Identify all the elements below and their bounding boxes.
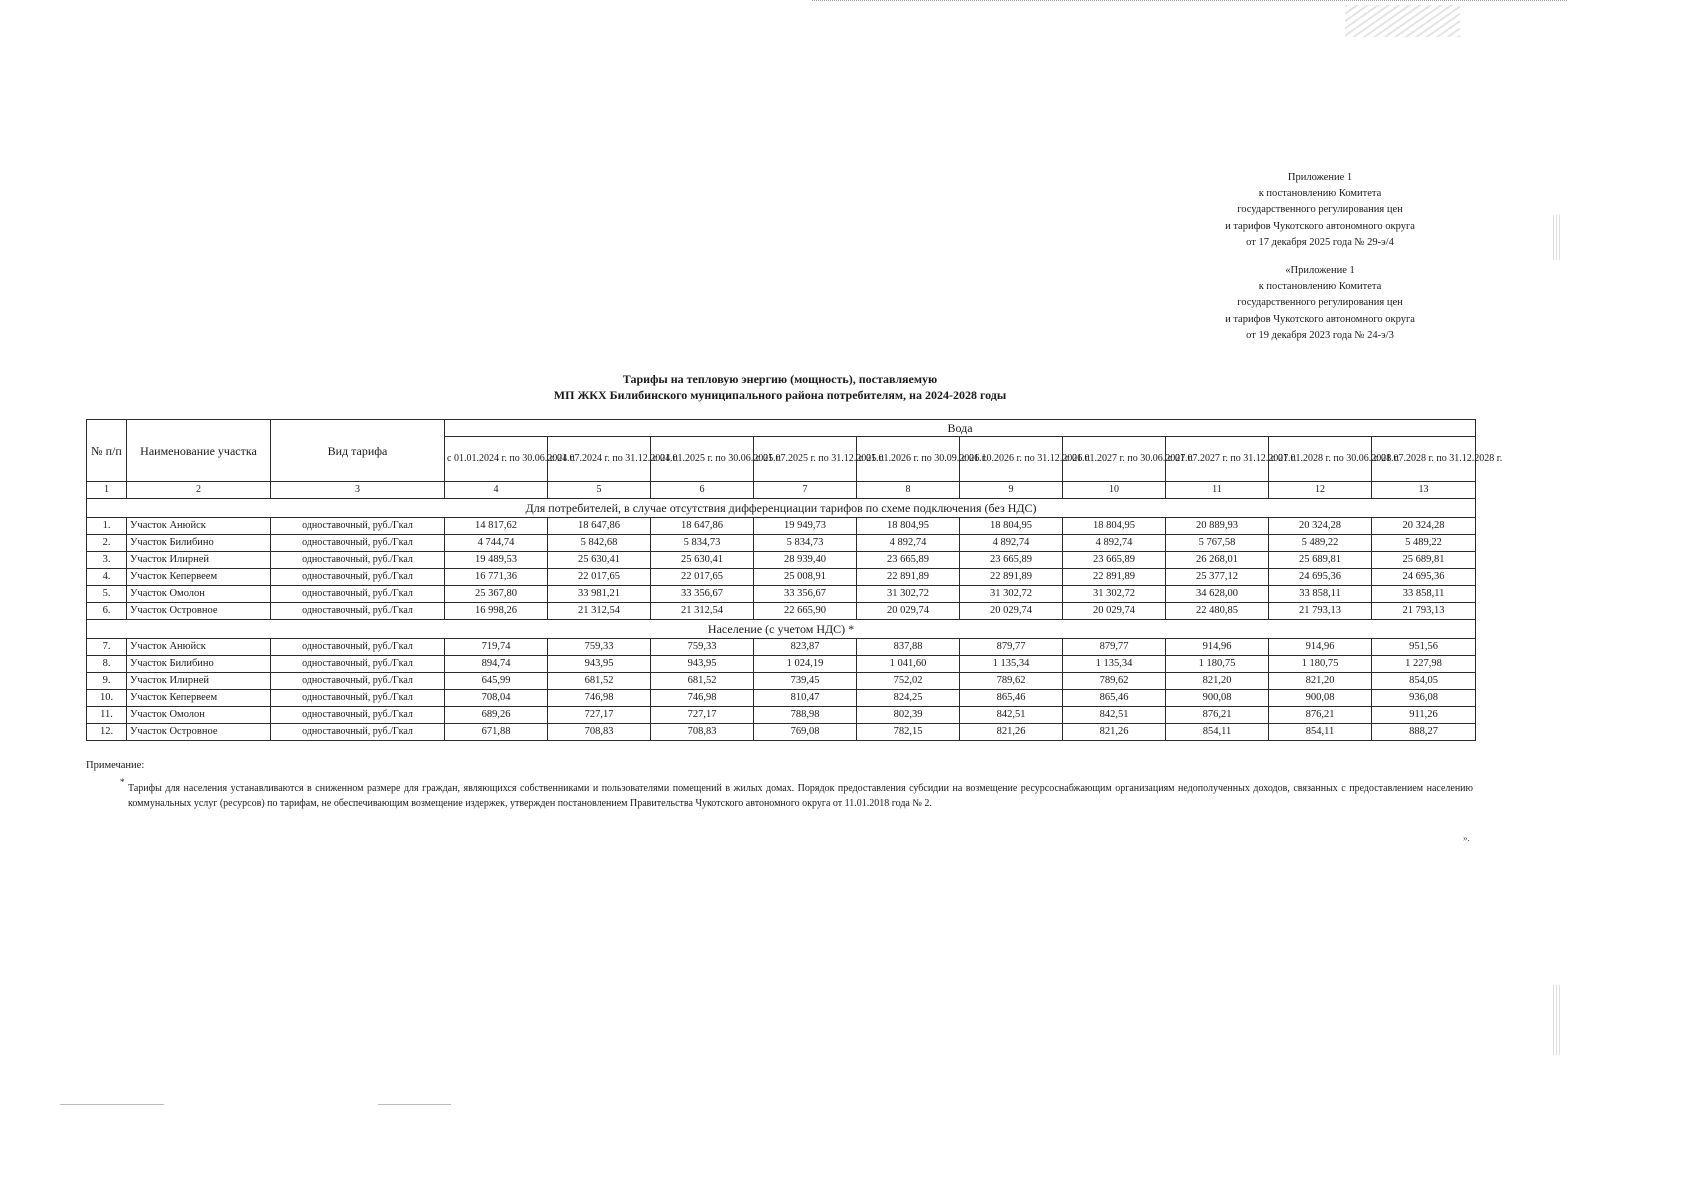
tariff-value: 21 312,54 bbox=[548, 603, 651, 620]
tariff-value: 810,47 bbox=[754, 690, 857, 707]
site-name: Участок Илирней bbox=[127, 673, 271, 690]
tariff-value: 719,74 bbox=[445, 639, 548, 656]
tariff-value: 943,95 bbox=[548, 656, 651, 673]
tariff-value: 746,98 bbox=[651, 690, 754, 707]
tariff-value: 789,62 bbox=[1063, 673, 1166, 690]
tariff-value: 5 842,68 bbox=[548, 535, 651, 552]
tariff-value: 33 981,21 bbox=[548, 586, 651, 603]
tariff-value: 645,99 bbox=[445, 673, 548, 690]
tariff-value: 914,96 bbox=[1166, 639, 1269, 656]
table-body bbox=[87, 499, 1476, 741]
header-period: с 01.01.2028 г. по 30.06.2028 г. bbox=[1269, 437, 1372, 482]
table-row bbox=[87, 535, 1476, 552]
tariff-value: 842,51 bbox=[960, 707, 1063, 724]
header-period: с 01.07.2024 г. по 31.12.2024 г. bbox=[548, 437, 651, 482]
appendix-line: Приложение 1 bbox=[1287, 172, 1353, 183]
title-line-2: МП ЖКХ Билибинского муниципального района потребителям, на 2024-2028 годы bbox=[553, 388, 1007, 402]
row-number: 10. bbox=[87, 690, 127, 707]
tariff-value: 943,95 bbox=[651, 656, 754, 673]
tariff-value: 1 180,75 bbox=[1166, 656, 1269, 673]
table-row bbox=[87, 518, 1476, 535]
tariff-value: 25 630,41 bbox=[548, 552, 651, 569]
section-header-row bbox=[87, 620, 1476, 639]
note-asterisk: * bbox=[120, 777, 125, 787]
header-site-name: Наименование участка bbox=[127, 420, 271, 482]
tariff-value: 876,21 bbox=[1166, 707, 1269, 724]
tariff-value: 727,17 bbox=[548, 707, 651, 724]
tariff-value: 14 817,62 bbox=[445, 518, 548, 535]
tariff-value: 25 008,91 bbox=[754, 569, 857, 586]
tariff-value: 22 891,89 bbox=[960, 569, 1063, 586]
appendix-previous bbox=[1150, 263, 1490, 344]
tariff-value: 4 892,74 bbox=[1063, 535, 1166, 552]
tariff-value: 33 858,11 bbox=[1269, 586, 1372, 603]
site-name: Участок Омолон bbox=[127, 707, 271, 724]
tariff-value: 20 029,74 bbox=[857, 603, 960, 620]
tariff-value: 1 041,60 bbox=[857, 656, 960, 673]
tariff-value: 5 767,58 bbox=[1166, 535, 1269, 552]
tariff-value: 4 892,74 bbox=[857, 535, 960, 552]
tariff-value: 20 029,74 bbox=[1063, 603, 1166, 620]
site-name: Участок Илирней bbox=[127, 552, 271, 569]
tariff-value: 26 268,01 bbox=[1166, 552, 1269, 569]
site-name: Участок Кепервеем bbox=[127, 569, 271, 586]
tariff-type: одноставочный, руб./Гкал bbox=[271, 569, 445, 586]
table-row bbox=[87, 656, 1476, 673]
table-row bbox=[87, 552, 1476, 569]
tariff-value: 23 665,89 bbox=[1063, 552, 1166, 569]
tariff-type: одноставочный, руб./Гкал bbox=[271, 552, 445, 569]
column-number: 11 bbox=[1166, 482, 1269, 499]
tariff-value: 821,20 bbox=[1269, 673, 1372, 690]
tariff-type: одноставочный, руб./Гкал bbox=[271, 656, 445, 673]
tariff-value: 823,87 bbox=[754, 639, 857, 656]
row-number: 11. bbox=[87, 707, 127, 724]
tariff-value: 900,08 bbox=[1166, 690, 1269, 707]
tariff-value: 18 804,95 bbox=[960, 518, 1063, 535]
header-tariff-type: Вид тарифа bbox=[271, 420, 445, 482]
tariff-value: 22 017,65 bbox=[548, 569, 651, 586]
tariff-value: 739,45 bbox=[754, 673, 857, 690]
tariff-value: 894,74 bbox=[445, 656, 548, 673]
tariff-value: 20 889,93 bbox=[1166, 518, 1269, 535]
column-number: 3 bbox=[271, 482, 445, 499]
tariff-value: 865,46 bbox=[960, 690, 1063, 707]
tariff-value: 16 771,36 bbox=[445, 569, 548, 586]
tariff-value: 33 356,67 bbox=[754, 586, 857, 603]
tariff-value: 821,26 bbox=[960, 724, 1063, 741]
header-period: с 01.01.2025 г. по 30.06.2025 г. bbox=[651, 437, 754, 482]
section-title: Население (с учетом НДС) * bbox=[87, 620, 1476, 639]
table-row bbox=[87, 603, 1476, 620]
table-row bbox=[87, 586, 1476, 603]
scan-noise-right-lower bbox=[1553, 985, 1561, 1055]
tariff-value: 824,25 bbox=[857, 690, 960, 707]
tariff-value: 951,56 bbox=[1372, 639, 1476, 656]
tariff-value: 879,77 bbox=[1063, 639, 1166, 656]
header-period: с 01.01.2024 г. по 30.06.2024 г. bbox=[445, 437, 548, 482]
site-name: Участок Анюйск bbox=[127, 518, 271, 535]
row-number: 5. bbox=[87, 586, 127, 603]
tariff-value: 876,21 bbox=[1269, 707, 1372, 724]
tariff-value: 21 793,13 bbox=[1269, 603, 1372, 620]
tariff-value: 1 135,34 bbox=[1063, 656, 1166, 673]
header-period: с 01.07.2028 г. по 31.12.2028 г. bbox=[1372, 437, 1476, 482]
tariff-value: 33 858,11 bbox=[1372, 586, 1476, 603]
header-period: с 01.07.2025 г. по 31.12.2025 г. bbox=[754, 437, 857, 482]
row-number: 4. bbox=[87, 569, 127, 586]
tariff-value: 31 302,72 bbox=[857, 586, 960, 603]
header-period: с 01.01.2027 г. по 30.06.2027 г. bbox=[1063, 437, 1166, 482]
tariff-value: 25 367,80 bbox=[445, 586, 548, 603]
tariff-value: 18 804,95 bbox=[857, 518, 960, 535]
tariff-type: одноставочный, руб./Гкал bbox=[271, 518, 445, 535]
tariff-value: 18 647,86 bbox=[548, 518, 651, 535]
row-number: 9. bbox=[87, 673, 127, 690]
site-name: Участок Анюйск bbox=[127, 639, 271, 656]
row-number: 12. bbox=[87, 724, 127, 741]
tariff-value: 1 227,98 bbox=[1372, 656, 1476, 673]
tariff-type: одноставочный, руб./Гкал bbox=[271, 586, 445, 603]
tariff-value: 33 356,67 bbox=[651, 586, 754, 603]
tariff-value: 18 804,95 bbox=[1063, 518, 1166, 535]
appendix-line: «Приложение 1 bbox=[1285, 265, 1355, 276]
row-number: 2. bbox=[87, 535, 127, 552]
column-number: 6 bbox=[651, 482, 754, 499]
tariff-value: 20 324,28 bbox=[1269, 518, 1372, 535]
tariff-value: 31 302,72 bbox=[1063, 586, 1166, 603]
tariff-value: 20 029,74 bbox=[960, 603, 1063, 620]
appendix-current bbox=[1150, 170, 1490, 251]
tariff-type: одноставочный, руб./Гкал bbox=[271, 535, 445, 552]
tariff-value: 4 744,74 bbox=[445, 535, 548, 552]
tariff-value: 788,98 bbox=[754, 707, 857, 724]
scan-noise-right-upper bbox=[1553, 215, 1561, 260]
tariff-value: 22 665,90 bbox=[754, 603, 857, 620]
tariff-value: 879,77 bbox=[960, 639, 1063, 656]
tariff-value: 16 998,26 bbox=[445, 603, 548, 620]
row-number: 8. bbox=[87, 656, 127, 673]
header-period: с 01.01.2026 г. по 30.09.2026 г. bbox=[857, 437, 960, 482]
scan-edge-bottom-left bbox=[60, 1104, 164, 1105]
tariff-value: 759,33 bbox=[651, 639, 754, 656]
tariff-value: 708,83 bbox=[548, 724, 651, 741]
tariff-value: 1 180,75 bbox=[1269, 656, 1372, 673]
title-line-1: Тарифы на тепловую энергию (мощность), поставляемую bbox=[622, 372, 938, 386]
tariff-value: 681,52 bbox=[651, 673, 754, 690]
tariff-value: 914,96 bbox=[1269, 639, 1372, 656]
table-row bbox=[87, 707, 1476, 724]
column-number: 5 bbox=[548, 482, 651, 499]
tariff-value: 789,62 bbox=[960, 673, 1063, 690]
tariff-value: 25 689,81 bbox=[1269, 552, 1372, 569]
column-number: 10 bbox=[1063, 482, 1166, 499]
column-number: 7 bbox=[754, 482, 857, 499]
appendix-line: к постановлению Комитета bbox=[1258, 281, 1382, 293]
table-row bbox=[87, 673, 1476, 690]
tariff-value: 900,08 bbox=[1269, 690, 1372, 707]
site-name: Участок Билибино bbox=[127, 535, 271, 552]
tariff-value: 25 377,12 bbox=[1166, 569, 1269, 586]
column-number: 13 bbox=[1372, 482, 1476, 499]
column-number: 2 bbox=[127, 482, 271, 499]
tariff-value: 681,52 bbox=[548, 673, 651, 690]
tariff-value: 854,11 bbox=[1269, 724, 1372, 741]
column-number: 12 bbox=[1269, 482, 1372, 499]
tariff-value: 31 302,72 bbox=[960, 586, 1063, 603]
tariff-value: 865,46 bbox=[1063, 690, 1166, 707]
tariff-table bbox=[86, 419, 1503, 741]
tariff-value: 22 891,89 bbox=[1063, 569, 1166, 586]
tariff-value: 708,83 bbox=[651, 724, 754, 741]
note-text: Тарифы для населения устанавливаются в сниженном размере для граждан, являющихся собственниками и пользователями помещений в жилых домах. Порядок предоставления субсидии на возмещение ресурсоснабжающим организациям недополученных доходов, связанных с предоставлением населению коммунальных услуг (ресурсов) по тарифам, не обеспечивающим возмещение издержек, утвержден постановлением Правительства Чукотского автономного округа от 11.01.2018 года № 2. bbox=[128, 783, 1473, 809]
tariff-value: 25 630,41 bbox=[651, 552, 754, 569]
column-number: 1 bbox=[87, 482, 127, 499]
tariff-value: 28 939,40 bbox=[754, 552, 857, 569]
tariff-value: 5 489,22 bbox=[1269, 535, 1372, 552]
header-number: № п/п bbox=[87, 420, 127, 482]
tariff-value: 1 135,34 bbox=[960, 656, 1063, 673]
scan-noise-corner bbox=[1345, 5, 1460, 37]
tariff-value: 752,02 bbox=[857, 673, 960, 690]
header-period: с 01.10.2026 г. по 31.12.2026 г. bbox=[960, 437, 1063, 482]
tariff-type: одноставочный, руб./Гкал bbox=[271, 603, 445, 620]
tariff-value: 888,27 bbox=[1372, 724, 1476, 741]
tariff-type: одноставочный, руб./Гкал bbox=[271, 724, 445, 741]
tariff-value: 19 949,73 bbox=[754, 518, 857, 535]
appendix-line: государственного регулирования цен bbox=[1237, 297, 1403, 309]
tariff-value: 22 480,85 bbox=[1166, 603, 1269, 620]
tariff-value: 802,39 bbox=[857, 707, 960, 724]
site-name: Участок Островное bbox=[127, 603, 271, 620]
appendix-line: к постановлению Комитета bbox=[1258, 188, 1382, 200]
row-number: 6. bbox=[87, 603, 127, 620]
tariff-type: одноставочный, руб./Гкал bbox=[271, 707, 445, 724]
tariff-value: 842,51 bbox=[1063, 707, 1166, 724]
tariff-type: одноставочный, руб./Гкал bbox=[271, 639, 445, 656]
tariff-value: 18 647,86 bbox=[651, 518, 754, 535]
row-number: 7. bbox=[87, 639, 127, 656]
tariff-value: 782,15 bbox=[857, 724, 960, 741]
tariff-value: 671,88 bbox=[445, 724, 548, 741]
scan-edge-bottom-mid bbox=[378, 1104, 451, 1105]
tariff-value: 24 695,36 bbox=[1372, 569, 1476, 586]
column-number: 8 bbox=[857, 482, 960, 499]
appendix-line: от 17 декабря 2025 года № 29-э/4 bbox=[1246, 236, 1394, 248]
tariff-value: 727,17 bbox=[651, 707, 754, 724]
tariff-value: 25 689,81 bbox=[1372, 552, 1476, 569]
site-name: Участок Билибино bbox=[127, 656, 271, 673]
appendix-line: государственного регулирования цен bbox=[1237, 204, 1403, 216]
tariff-value: 911,26 bbox=[1372, 707, 1476, 724]
closing-quote-mark: ». bbox=[1463, 833, 1470, 843]
tariff-value: 1 024,19 bbox=[754, 656, 857, 673]
tariff-value: 5 834,73 bbox=[754, 535, 857, 552]
appendix-line: и тарифов Чукотского автономного округа bbox=[1225, 313, 1415, 325]
appendix-line: и тарифов Чукотского автономного округа bbox=[1225, 220, 1415, 232]
table-row bbox=[87, 569, 1476, 586]
site-name: Участок Островное bbox=[127, 724, 271, 741]
tariff-value: 689,26 bbox=[445, 707, 548, 724]
tariff-value: 854,05 bbox=[1372, 673, 1476, 690]
row-number: 1. bbox=[87, 518, 127, 535]
tariff-value: 23 665,89 bbox=[857, 552, 960, 569]
tariff-value: 837,88 bbox=[857, 639, 960, 656]
tariff-value: 24 695,36 bbox=[1269, 569, 1372, 586]
tariff-value: 22 891,89 bbox=[857, 569, 960, 586]
tariff-value: 22 017,65 bbox=[651, 569, 754, 586]
tariff-value: 5 489,22 bbox=[1372, 535, 1476, 552]
tariff-value: 821,26 bbox=[1063, 724, 1166, 741]
tariff-type: одноставочный, руб./Гкал bbox=[271, 690, 445, 707]
tariff-value: 19 489,53 bbox=[445, 552, 548, 569]
tariff-value: 759,33 bbox=[548, 639, 651, 656]
tariff-value: 936,08 bbox=[1372, 690, 1476, 707]
tariff-value: 20 324,28 bbox=[1372, 518, 1476, 535]
tariff-value: 5 834,73 bbox=[651, 535, 754, 552]
tariff-value: 21 312,54 bbox=[651, 603, 754, 620]
table-row bbox=[87, 690, 1476, 707]
header-period: с 01.07.2027 г. по 31.12.2027 г. bbox=[1166, 437, 1269, 482]
tariff-value: 34 628,00 bbox=[1166, 586, 1269, 603]
tariff-value: 769,08 bbox=[754, 724, 857, 741]
tariff-value: 21 793,13 bbox=[1372, 603, 1476, 620]
header-group-water: Вода bbox=[445, 420, 1476, 437]
tariff-value: 4 892,74 bbox=[960, 535, 1063, 552]
tariff-value: 746,98 bbox=[548, 690, 651, 707]
table-row bbox=[87, 724, 1476, 741]
column-number: 9 bbox=[960, 482, 1063, 499]
tariff-value: 708,04 bbox=[445, 690, 548, 707]
column-number: 4 bbox=[445, 482, 548, 499]
document-title bbox=[330, 371, 1230, 403]
section-header-row bbox=[87, 499, 1476, 518]
tariff-type: одноставочный, руб./Гкал bbox=[271, 673, 445, 690]
section-title: Для потребителей, в случае отсутствия дифференциации тарифов по схеме подключения (без НДС) bbox=[87, 499, 1476, 518]
site-name: Участок Кепервеем bbox=[127, 690, 271, 707]
table-row bbox=[87, 639, 1476, 656]
site-name: Участок Омолон bbox=[127, 586, 271, 603]
note-label: Примечание: bbox=[86, 760, 145, 771]
tariff-value: 821,20 bbox=[1166, 673, 1269, 690]
tariff-value: 854,11 bbox=[1166, 724, 1269, 741]
appendix-line: от 19 декабря 2023 года № 24-э/3 bbox=[1246, 329, 1394, 341]
row-number: 3. bbox=[87, 552, 127, 569]
tariff-value: 23 665,89 bbox=[960, 552, 1063, 569]
